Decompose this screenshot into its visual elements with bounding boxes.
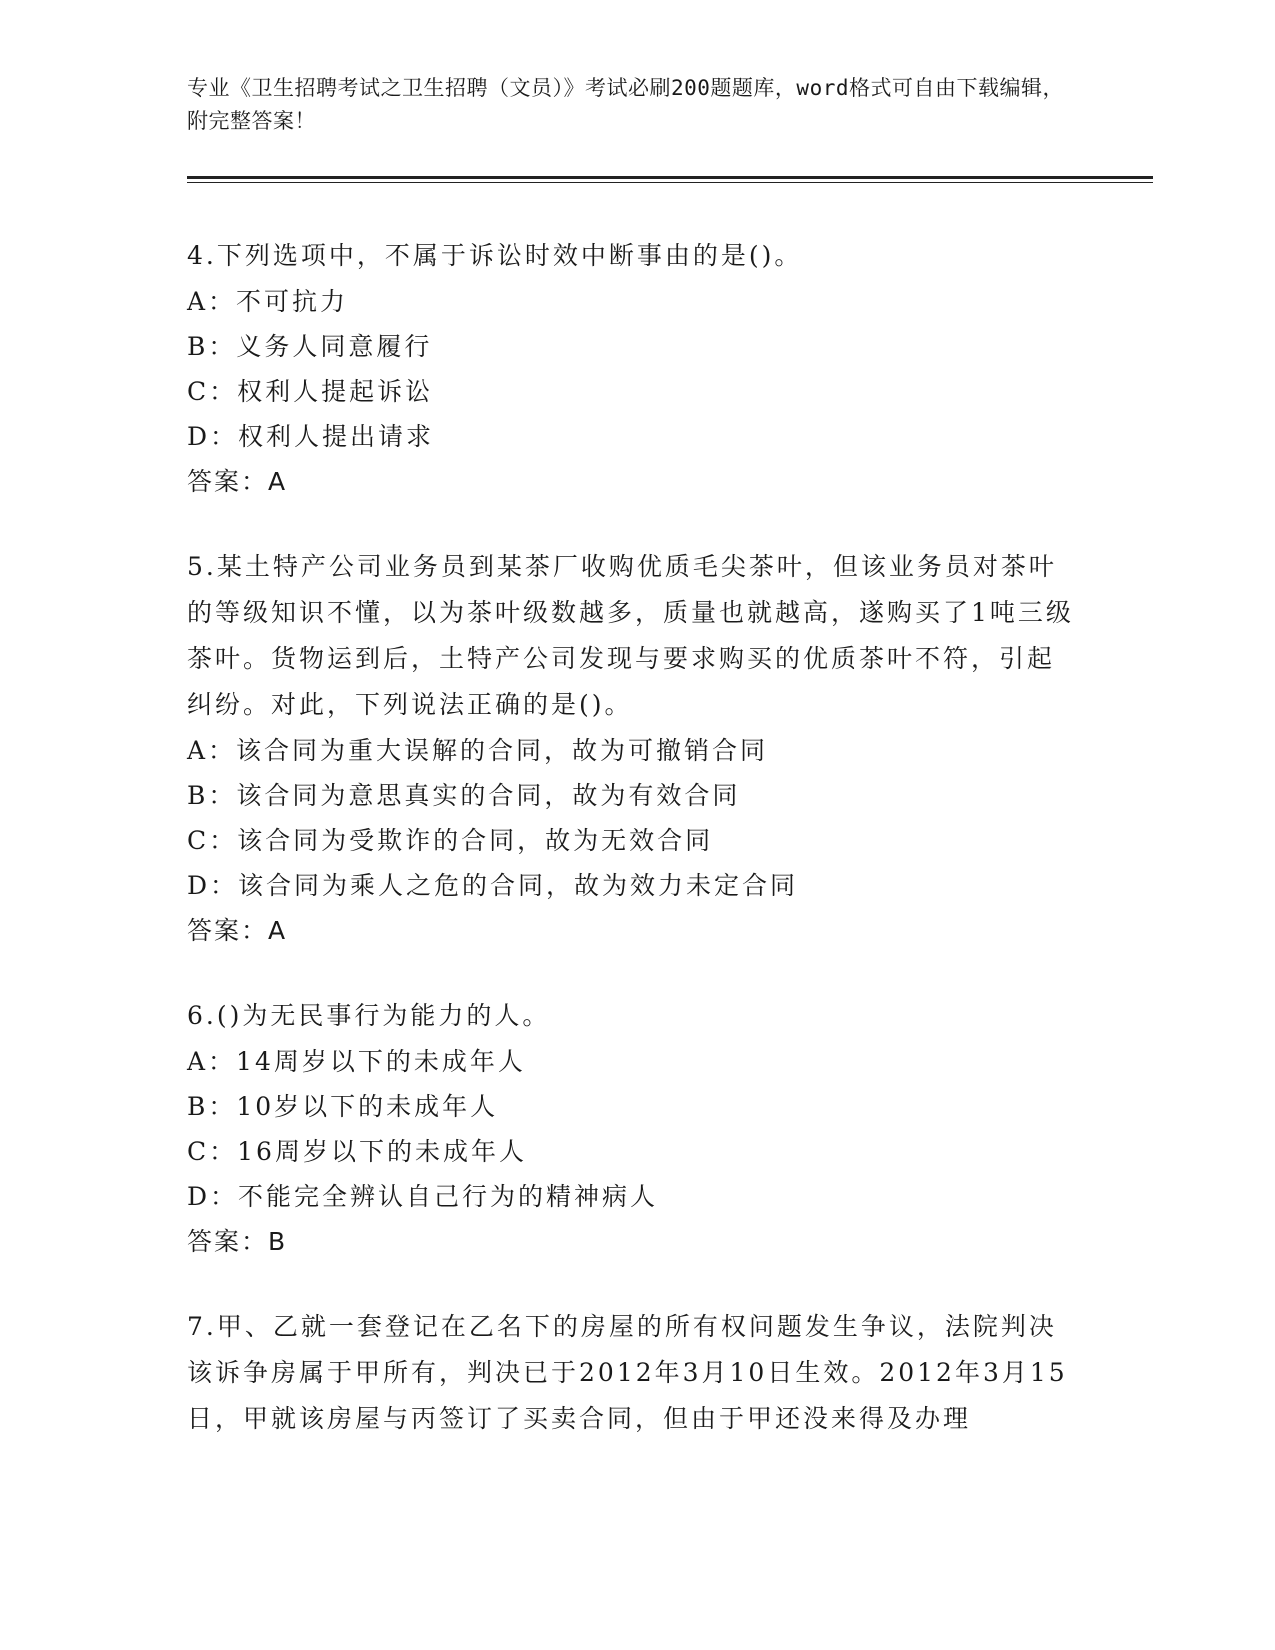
option-a: A：14周岁以下的未成年人 [187, 1047, 526, 1076]
answer-label: 答案：B [187, 1227, 288, 1256]
option-b: B：10岁以下的未成年人 [187, 1092, 499, 1121]
question-7 [187, 1304, 1077, 1442]
option-b: B：义务人同意履行 [187, 332, 433, 361]
option-c: C：权利人提起诉讼 [187, 377, 434, 406]
question-stem: 5.某土特产公司业务员到某茶厂收购优质毛尖茶叶，但该业务员对茶叶的等级知识不懂，以为茶叶级数越多，质量也就越高，遂购买了1吨三级茶叶。货物运到后，土特产公司发现与要求购买的优质茶叶不符，引起纠纷。对此，下列说法正确的是()。 [187, 552, 1074, 719]
option-d: D：不能完全辨认自己行为的精神病人 [187, 1182, 659, 1211]
question-stem: 6.()为无民事行为能力的人。 [187, 1001, 551, 1030]
answer-label: 答案：A [187, 467, 288, 496]
question-4 [187, 233, 1077, 505]
header-divider-thin [187, 182, 1153, 183]
option-c: C：16周岁以下的未成年人 [187, 1137, 527, 1166]
option-a: A：不可抗力 [187, 287, 349, 316]
option-c: C：该合同为受欺诈的合同，故为无效合同 [187, 826, 714, 855]
question-list [187, 233, 1077, 1481]
question-5 [187, 544, 1077, 954]
option-d: D：权利人提出请求 [187, 422, 435, 451]
question-6 [187, 993, 1077, 1265]
question-stem: 4.下列选项中，不属于诉讼时效中断事由的是()。 [187, 241, 803, 270]
document-header-title: 专业《卫生招聘考试之卫生招聘（文员）》考试必刷200题题库，word格式可自由下载编辑，附完整答案！ [187, 76, 1064, 133]
header-divider-thick [187, 176, 1153, 179]
option-d: D：该合同为乘人之危的合同，故为效力未定合同 [187, 871, 799, 900]
option-b: B：该合同为意思真实的合同，故为有效合同 [187, 781, 741, 810]
option-a: A：该合同为重大误解的合同，故为可撤销合同 [187, 736, 769, 765]
answer-label: 答案：A [187, 916, 288, 945]
question-stem: 7.甲、乙就一套登记在乙名下的房屋的所有权问题发生争议，法院判决该诉争房属于甲所有，判决已于2012年3月10日生效。2012年3月15日，甲就该房屋与丙签订了买卖合同，但由于甲还没来得及办理 [187, 1312, 1068, 1433]
